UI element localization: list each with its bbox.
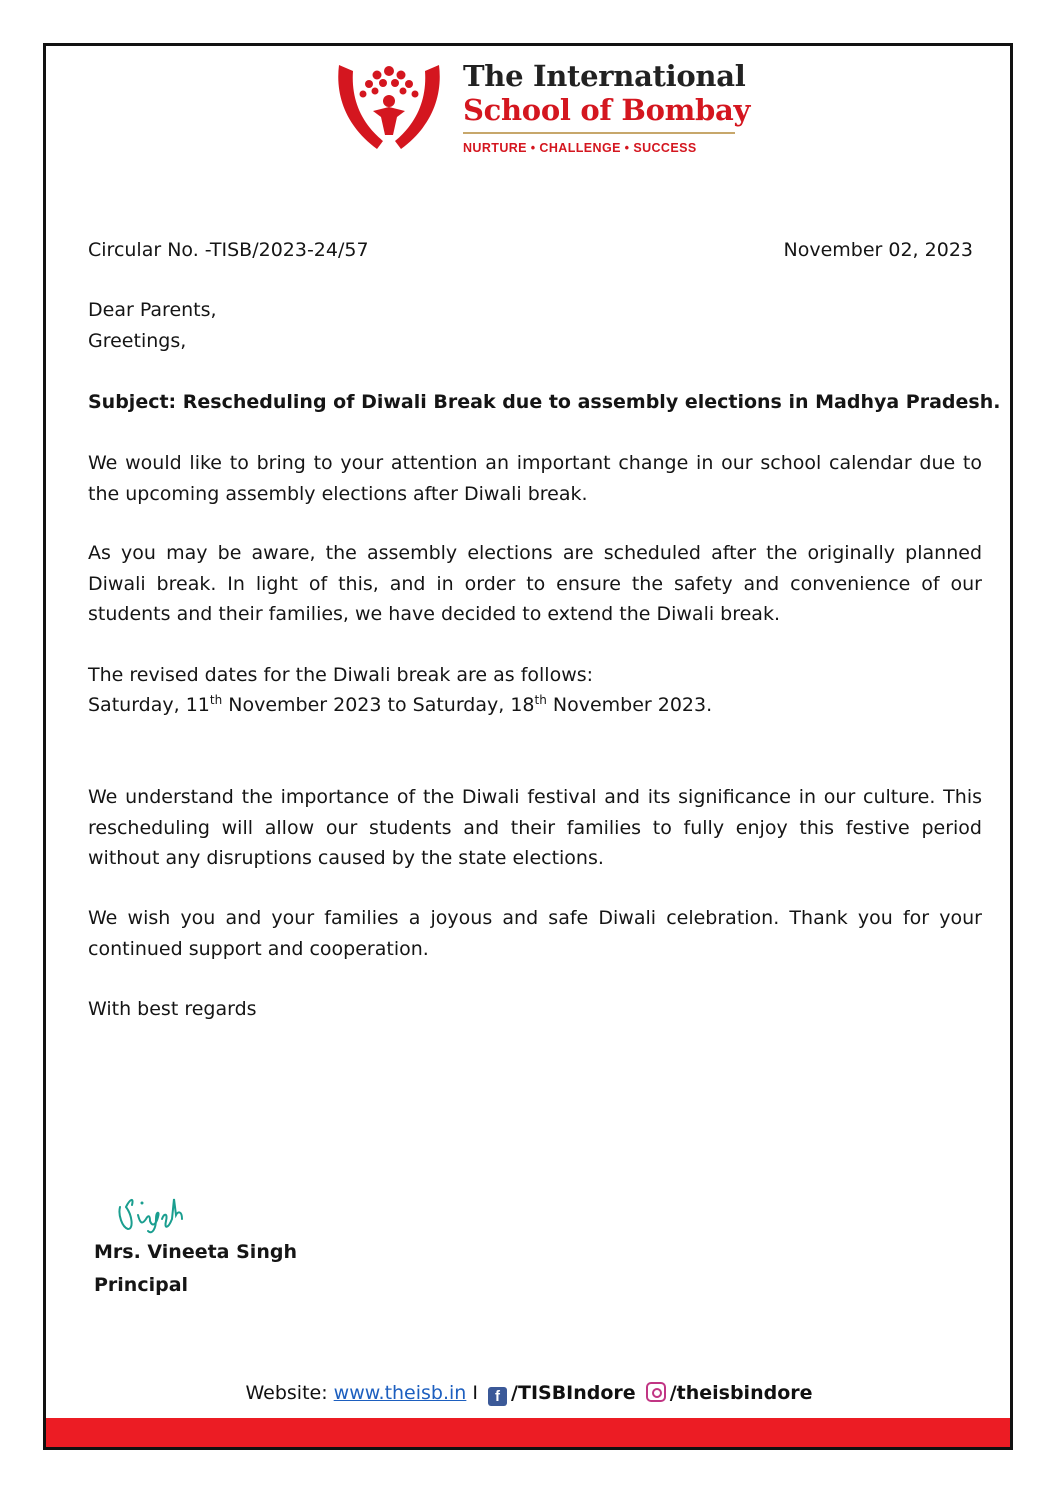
subject-line: Subject: Rescheduling of Diwali Break due to assembly elections in Madhya Pradesh. [88, 391, 1001, 413]
footer-contact [0, 1382, 1058, 1406]
instagram-handle[interactable]: /theisbindore [669, 1382, 813, 1404]
footer-separator: I [466, 1382, 485, 1404]
signatory-name: Mrs. Vineeta Singh [94, 1241, 297, 1263]
logo-title-line2: School of Bombay [463, 93, 751, 127]
instagram-icon[interactable] [646, 1382, 666, 1402]
facebook-icon[interactable]: f [488, 1387, 507, 1406]
school-logo [333, 57, 751, 162]
revised-dates: Saturday, 11th November 2023 to Saturday, 18th November 2023. [88, 693, 713, 716]
website-link[interactable]: www.theisb.in [333, 1382, 467, 1404]
circular-date: November 02, 2023 [783, 239, 973, 261]
dates-intro: The revised dates for the Diwali break are as follows: [88, 664, 594, 686]
paragraph-attention: We would like to bring to your attention an important change in our school calendar due to the upcoming assembly elections after Diwali break. [88, 452, 982, 505]
website-label: Website: [245, 1382, 334, 1404]
circular-number: Circular No. -TISB/2023-24/57 [88, 239, 369, 261]
logo-title-line1: The International [463, 59, 746, 93]
footer-red-bar [46, 1418, 1010, 1447]
facebook-handle[interactable]: /TISBIndore [511, 1382, 636, 1404]
logo-divider [463, 132, 735, 134]
closing: With best regards [88, 998, 257, 1020]
paragraph-elections: As you may be aware, the assembly elections are scheduled after the originally planned Diwali break. In light of this, and in order to ensure the safety and convenience of our students and their families, we have decided to extend the Diwali break. [88, 542, 982, 625]
tree-hands-emblem-icon [333, 57, 445, 155]
paragraph-wishes: We wish you and your families a joyous and safe Diwali celebration. Thank you for your continued support and cooperation. [88, 907, 982, 960]
logo-tagline: NURTURE • CHALLENGE • SUCCESS [463, 141, 697, 155]
signatory-title: Principal [94, 1274, 189, 1296]
greeting: Greetings, [88, 330, 187, 352]
salutation: Dear Parents, [88, 299, 217, 321]
paragraph-importance: We understand the importance of the Diwali festival and its significance in our culture. This rescheduling will allow our students and their families to fully enjoy this festive period without any disruptions caused by the state elections. [88, 786, 982, 869]
handwritten-signature [112, 1185, 194, 1235]
